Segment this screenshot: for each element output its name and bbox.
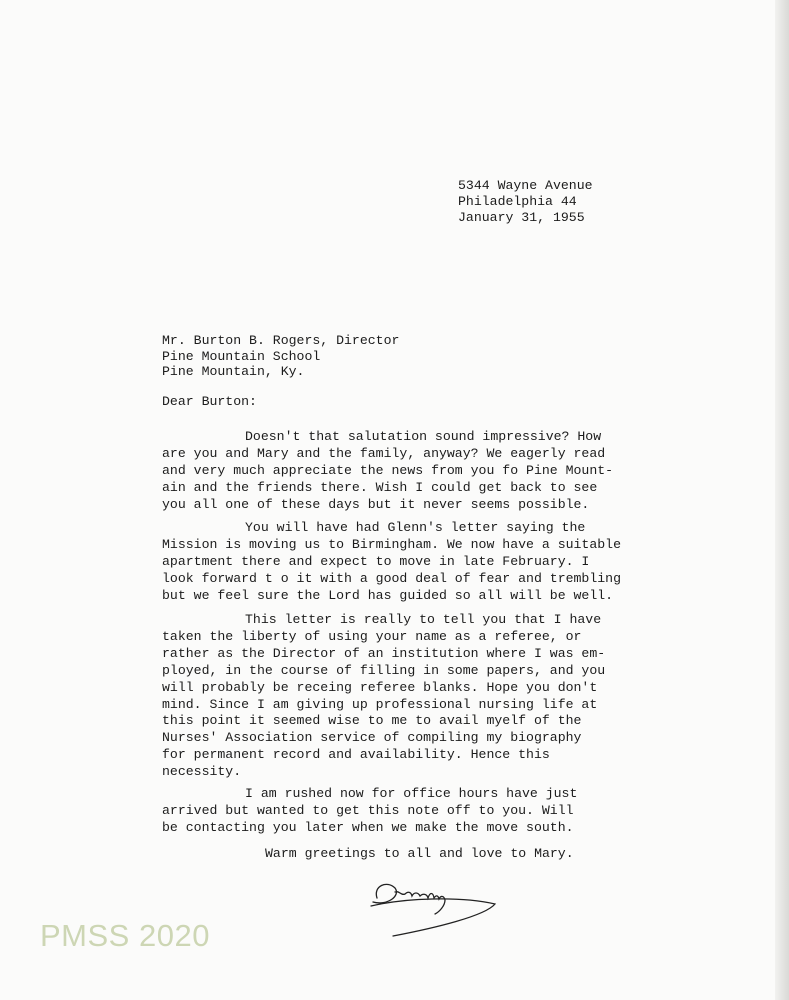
text-line: Mission is moving us to Birmingham. We now have a suitable [162, 536, 621, 552]
text-line: but we feel sure the Lord has guided so all will be well. [162, 587, 614, 603]
paragraph-1 [162, 429, 613, 514]
letter-date: January 31, 1955 [458, 210, 585, 225]
recipient-line: Pine Mountain School [162, 348, 321, 364]
recipient-line: Pine Mountain, Ky. [162, 364, 305, 379]
text-line: look forward t o it with a good deal of fear and trembling [162, 570, 621, 586]
text-line: for permanent record and availability. Hence this [162, 747, 550, 763]
text-line: You will have had Glenn's letter saying the [245, 520, 586, 535]
text-line: and very much appreciate the news from you fo Pine Mount- [162, 462, 614, 478]
text-line: are you and Mary and the family, anyway? We eagerly read [162, 445, 606, 461]
sender-address [458, 178, 593, 226]
text-line: This letter is really to tell you that I have [245, 612, 602, 627]
text-line: ployed, in the course of filling in some papers, and you [162, 662, 606, 678]
text-line: you all one of these days but it never seems possible. [162, 496, 590, 512]
text-line: I am rushed now for office hours have just [245, 786, 578, 801]
page-edge-shadow [775, 0, 789, 1000]
paragraph-4 [162, 786, 577, 837]
text-line: apartment there and expect to move in late February. I [162, 553, 590, 569]
text-line: be contacting you later when we make the move south. [162, 819, 574, 835]
closing-line: Warm greetings to all and love to Mary. [265, 846, 574, 861]
handwritten-signature [365, 876, 500, 941]
paragraph-2 [162, 520, 621, 605]
recipient-address [162, 333, 399, 380]
recipient-line: Mr. Burton B. Rogers, Director [162, 333, 400, 348]
salutation: Dear Burton: [162, 394, 257, 409]
text-line: ain and the friends there. Wish I could get back to see [162, 479, 598, 495]
text-line: Nurses' Association service of compiling my biography [162, 730, 582, 746]
paragraph-3 [162, 612, 605, 781]
text-line: necessity. [162, 764, 242, 780]
watermark: PMSS 2020 [40, 918, 210, 953]
text-line: Doesn't that salutation sound impressive? How [245, 429, 602, 444]
text-line: this point it seemed wise to me to avail myelf of the [162, 713, 582, 729]
text-line: will probably be receing referee blanks. Hope you don't [162, 679, 598, 695]
text-line: taken the liberty of using your name as a referee, or [162, 628, 582, 644]
text-line: arrived but wanted to get this note off to you. Will [162, 802, 574, 818]
address-line: 5344 Wayne Avenue [458, 178, 593, 193]
text-line: mind. Since I am giving up professional nursing life at [162, 696, 598, 712]
address-line: Philadelphia 44 [458, 194, 577, 209]
text-line: rather as the Director of an institution where I was em- [162, 645, 606, 661]
